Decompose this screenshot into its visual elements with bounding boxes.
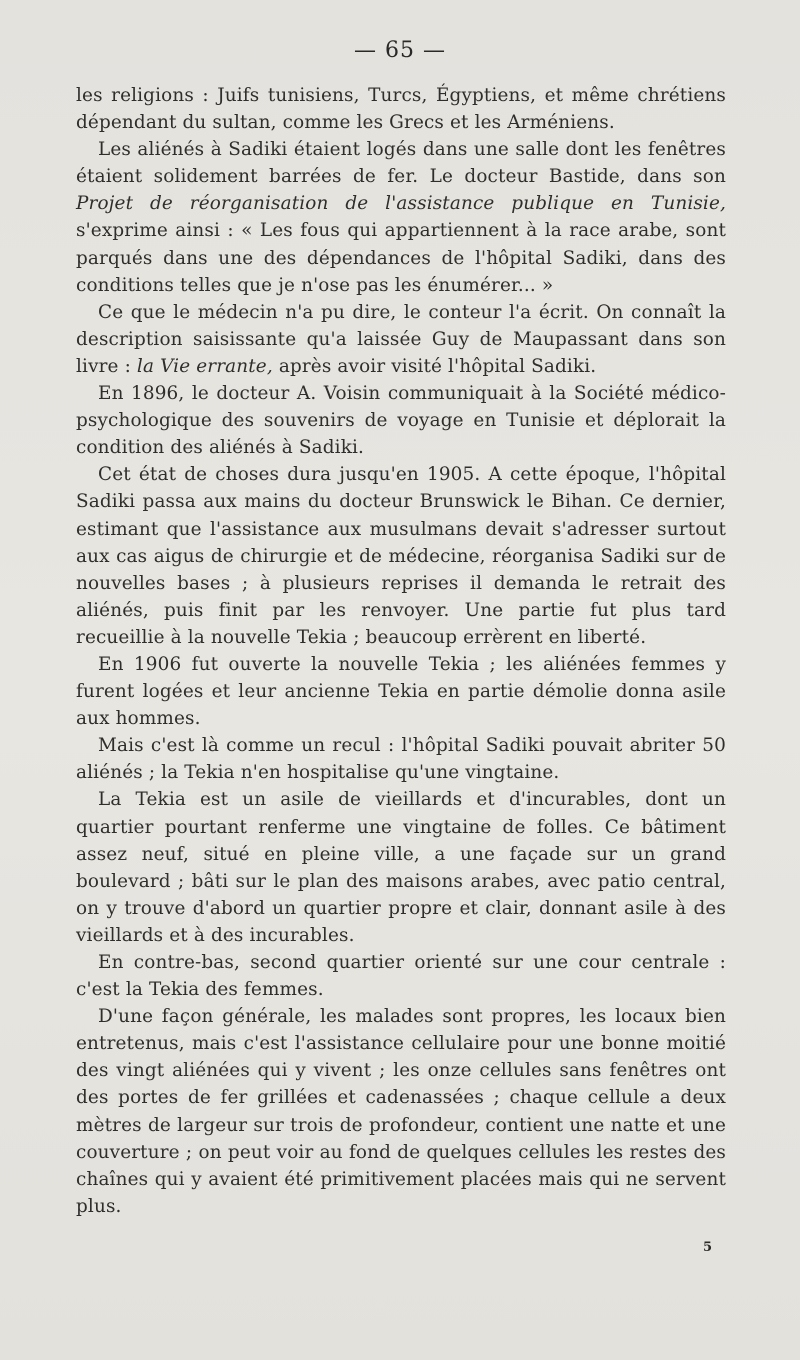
paragraph-2 xyxy=(76,136,726,299)
body-text xyxy=(76,82,726,1220)
paragraph-text: En 1896, le docteur A. Voisin communiquait à la Société médico-psychologique des souvenirs de voyage en Tunisie et déplorait la condition des aliénés à Sadiki. xyxy=(76,383,726,459)
signature-mark: 5 xyxy=(703,1240,713,1255)
italic-title-vie-errante: la Vie errante, xyxy=(136,355,273,377)
paragraph-text: Ce que le médecin n'a pu dire, le conteur l'a écrit. On connaît la description saisissante qu'a laissée Guy de Maupassant dans son livre : xyxy=(76,301,726,377)
paragraph-10 xyxy=(76,1003,726,1220)
italic-title-projet: Projet de réorganisation de l'assistance publique en Tunisie, xyxy=(76,193,726,215)
paragraph-5 xyxy=(76,461,726,651)
paragraph-6 xyxy=(76,651,726,732)
paragraph-text: après avoir visité l'hôpital Sadiki. xyxy=(272,355,597,377)
paragraph-1 xyxy=(76,82,726,136)
paragraph-text: D'une façon générale, les malades sont propres, les locaux bien entretenus, mais c'est l'assistance cellulaire pour une bonne moitié des vingt aliénées qui y vivent ; les onze cellules sans fenêtres ont des portes de fer grillées et cadenassées ; chaque cellule a deux mètres de largeur sur trois de profondeur, contient une natte et une couverture ; on peut voir au fond de quelques cellules les restes des chaînes qui y avaient été primitivement placées mais qui ne servent plus. xyxy=(76,1006,726,1217)
paragraph-4 xyxy=(76,380,726,461)
paragraph-3 xyxy=(76,299,726,380)
paragraph-text: les religions : Juifs tunisiens, Turcs, Égyptiens, et même chrétiens dépendant du sultan, comme les Grecs et les Arméniens. xyxy=(76,85,726,134)
page-number: — 65 — xyxy=(354,38,446,63)
paragraph-text: s'exprime ainsi : « Les fous qui appartiennent à la race arabe, sont parqués dans une des dépendances de l'hôpital Sadiki, dans des conditions telles que je n'ose pas les énumérer... » xyxy=(76,220,726,296)
paragraph-text: Cet état de choses dura jusqu'en 1905. A cette époque, l'hôpital Sadiki passa aux mains du docteur Brunswick le Bihan. Ce dernier, estimant que l'assistance aux musulmans devait s'adresser surtout aux cas aigus de chirurgie et de médecine, réorganisa Sadiki sur de nouvelles bases ; à plusieurs reprises il demanda le retrait des aliénés, puis finit par les renvoyer. Une partie fut plus tard recueillie à la nouvelle Tekia ; beaucoup errèrent en liberté. xyxy=(76,464,726,648)
paragraph-9 xyxy=(76,949,726,1003)
paragraph-8 xyxy=(76,786,726,949)
paragraph-text: La Tekia est un asile de vieillards et d'incurables, dont un quartier pourtant renferme une vingtaine de folles. Ce bâtiment assez neuf, situé en pleine ville, a une façade sur un grand boulevard ; bâti sur le plan des maisons arabes, avec patio central, on y trouve d'abord un quartier propre et clair, donnant asile à des vieillards et à des incurables. xyxy=(76,789,726,946)
paragraph-text: Mais c'est là comme un recul : l'hôpital Sadiki pouvait abriter 50 aliénés ; la Tekia n'en hospitalise qu'une vingtaine. xyxy=(76,735,726,784)
paragraph-text: En 1906 fut ouverte la nouvelle Tekia ; les aliénées femmes y furent logées et leur ancienne Tekia en partie démolie donna asile aux hommes. xyxy=(76,653,726,730)
paragraph-7 xyxy=(76,732,726,786)
paragraph-text: Les aliénés à Sadiki étaient logés dans une salle dont les fenêtres étaient solidement barrées de fer. Le docteur Bastide, dans son xyxy=(76,139,726,188)
paragraph-text: En contre-bas, second quartier orienté sur une cour centrale : c'est la Tekia des femmes. xyxy=(76,952,726,1001)
